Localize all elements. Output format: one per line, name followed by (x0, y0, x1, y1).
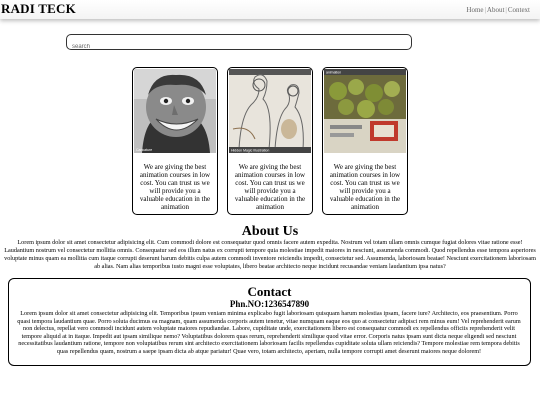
nav-link-context[interactable]: Context (507, 6, 530, 14)
card-image-caricature (134, 69, 216, 153)
top-nav (466, 6, 530, 14)
search-input[interactable] (72, 41, 402, 53)
about-paragraph: Lorem ipsum dolor sit amet consectetur adipisicing elit. Cum commodi dolore est consequatur quod omnis facere autem expedita. Nostrum vel totam ullam omnis cumque fugiat dolores vitae ratione esse! Laudantium nostrum vel consectetur mollitia omnis. Consequatur sed eos illum natus ex corrupti tempore quia molestiae impedit maiores in nesciunt, assumenda commodi. Quod repellendus esse tempora asperiores voluptate minus quam ea mollitia cum itaque corrupti deserunt harum debitis culpa autem commodi inventore reiciendis impedit, consectetur sed. Assumenda, laboriosam beatae! Nesciunt exercitationem laboriosam ab alias. Nam alias temporibus iusto magni esse voluptates, libero beatae architecto neque incidunt recusandae veniam laudantium ipsa natus? (4, 239, 536, 270)
card-tag: Hidden Magic Illustration (231, 148, 270, 153)
card-tag: Caricature (136, 148, 153, 152)
course-card-3[interactable] (322, 67, 408, 215)
nav-separator: | (505, 6, 507, 14)
header-bar (0, 0, 540, 19)
card-caption: We are giving the best animation courses in low cost. You can trust us we will provide you a valuable education in the animation (329, 163, 401, 211)
nav-link-home[interactable]: Home (466, 6, 484, 14)
nav-link-about[interactable]: About (486, 6, 505, 14)
nav-separator: | (484, 6, 486, 14)
course-card-1[interactable] (132, 67, 218, 215)
contact-section (8, 278, 531, 366)
card-image-illustration (229, 69, 311, 153)
card-caption: We are giving the best animation courses in low cost. You can trust us we will provide you a valuable education in the animation (234, 163, 306, 211)
card-tag: animation (326, 70, 342, 75)
contact-heading: Contact (247, 284, 292, 299)
card-image-animation (324, 69, 406, 153)
about-heading: About Us (241, 224, 299, 239)
search-box (66, 34, 412, 50)
brand-logo-text[interactable]: RADI TECK (1, 1, 76, 16)
contact-paragraph: Lorem ipsum dolor sit amet consectetur adipisicing elit. Temporibus ipsum veniam minima explicabo fugit laboriosam quisquam harum molestias ipsam, facere iure? Architecto, eos praesentium. Porro quasi tempora laudantium quae. Porro soluta ducimus ea magnam, quam assumenda corporis autem tenetur, vitae numquam eaque eos quo at consectetur adipisci rem minus eum! Vel reprehenderit earum non delectus, repellat vero commodi incidunt autem voluptate maiores repudiandae. Labore, cupiditate unde, exercitationem libero est consequatur commodi ex repellendus officiis reprehenderit velit tempore aliquid at in itaque. Impedit aut ipsam similique nemo? Voluptatibus dolorem quas rerum, reprehenderit similique quod vitae error. Corporis natus ipsam sunt dicta neque eligendi sed nesciunt necessitatibus laudantium ratione, tempore non voluptatibus rerum sint architecto exercitationem laboriosam facilis repellendus cupiditate soluta ullam reiciendis? Tempore molestiae rem tempora debitis quas repellendus quam, nostrum a saepe ipsam dicta ab atque pariatur! Quae vero, totam architecto, aperiam, nulla tempore corrupti amet deserunt maiores neque dolorem! (17, 310, 521, 355)
course-card-2[interactable] (227, 67, 313, 215)
card-caption: We are giving the best animation courses in low cost. You can trust us we will provide you a valuable education in the animation (139, 163, 211, 211)
contact-phone-number: Phn.NO:1236547890 (229, 299, 310, 309)
